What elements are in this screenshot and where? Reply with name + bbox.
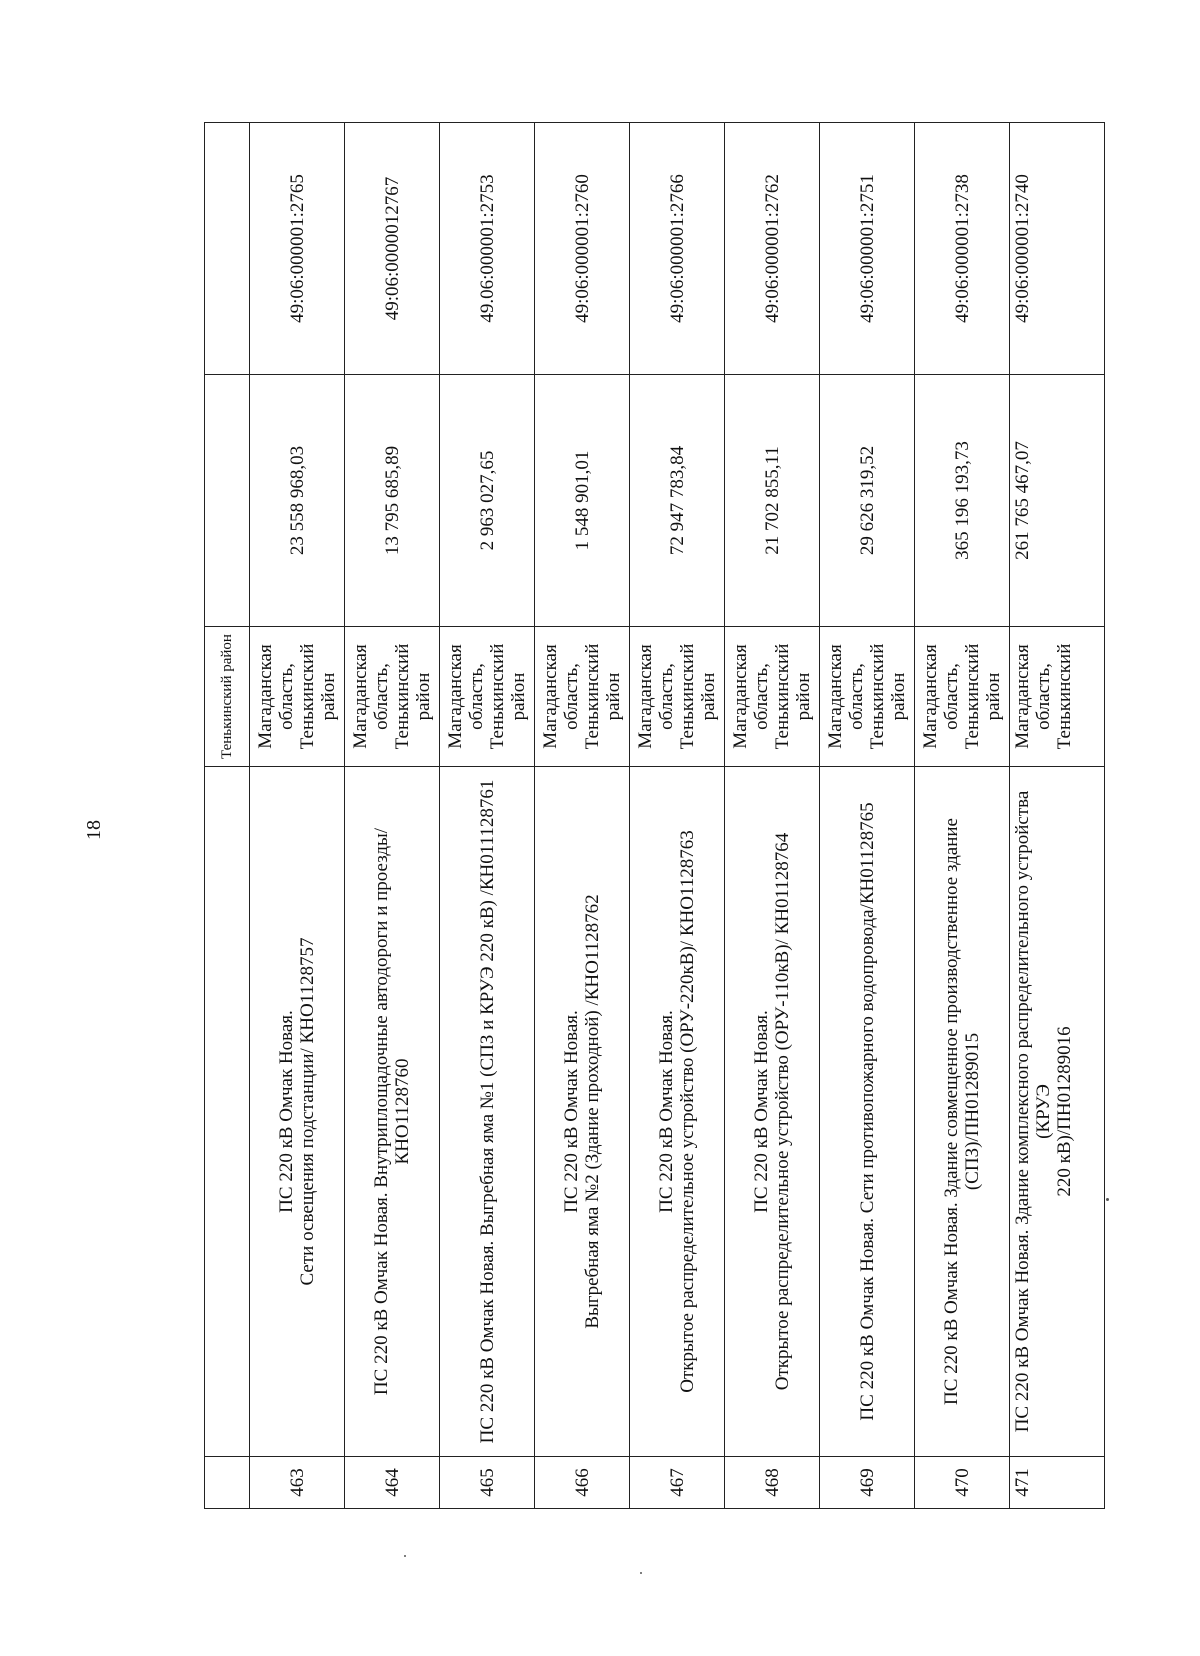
table-row [820, 123, 915, 1509]
location-line: Тенькинский [582, 643, 603, 750]
location-line: район [318, 672, 339, 721]
location-cell [250, 627, 345, 767]
location-cell [915, 627, 1010, 767]
object-name-line: ПС 220 кВ Омчак Новая. Выгребная яма №1 (СПЗ и КРУЭ 220 кВ) /КН011128761 [476, 779, 498, 1444]
location-line: область, [656, 663, 677, 730]
table-row [725, 123, 820, 1509]
cadastral-number-cell: 49:06:0000012767 [345, 123, 440, 375]
object-name-cell [535, 767, 630, 1457]
object-name-cell [345, 767, 440, 1457]
row-number: 467 [630, 1457, 725, 1509]
location-line: область, [466, 663, 487, 730]
cadastral-number-cell: 49:06:000001:2765 [250, 123, 345, 375]
table-row [250, 123, 345, 1509]
location-line: район [413, 672, 434, 721]
location-line: Тенькинский [867, 643, 888, 750]
header-cell-cadastral [205, 123, 250, 375]
location-line: Тенькинский [392, 643, 413, 750]
table-rotated-wrapper [204, 123, 1075, 1509]
cost-cell: 29 626 319,52 [820, 375, 915, 627]
location-line: район [508, 672, 529, 721]
cadastral-number-cell: 49:06:000001:2762 [725, 123, 820, 375]
object-name-line: ПС 220 кВ Омчак Новая. [751, 1010, 772, 1213]
row-number: 470 [915, 1457, 1010, 1509]
scan-speck [640, 1572, 642, 1574]
location-cell [725, 627, 820, 767]
table-row [440, 123, 535, 1509]
location-line: Магаданская [255, 644, 276, 749]
location-cell [630, 627, 725, 767]
table-row [345, 123, 440, 1509]
table-body [205, 123, 1105, 1509]
location-cell [535, 627, 630, 767]
cost-cell: 365 196 193,73 [915, 375, 1010, 627]
row-number: 464 [345, 1457, 440, 1509]
object-name-line: ПС 220 кВ Омчак Новая. Сети противопожарного водопровода/КН01128765 [856, 802, 878, 1421]
scan-speck [1106, 1198, 1109, 1201]
object-name-line: ПС 220 кВ Омчак Новая. Здание комплексного распределительного устройства (КРУЭ [1012, 790, 1054, 1433]
object-name-line: ПС 220 кВ Омчак Новая. Внутриплощадочные автодороги и проезды/ КНО1128760 [371, 827, 413, 1396]
location-line: область, [751, 663, 772, 730]
location-line: область, [1033, 663, 1054, 730]
object-name-cell [440, 767, 535, 1457]
row-number: 468 [725, 1457, 820, 1509]
header-cell-cost [205, 375, 250, 627]
object-name-line: ПС 220 кВ Омчак Новая. [276, 1010, 297, 1213]
property-register-table [204, 122, 1105, 1509]
object-name-cell [820, 767, 915, 1457]
cost-cell: 2 963 027,65 [440, 375, 535, 627]
location-line: Тенькинский [962, 643, 983, 750]
cadastral-number-cell: 49:06:000001:2766 [630, 123, 725, 375]
location-line: область, [846, 663, 867, 730]
location-line: район [888, 672, 909, 721]
row-number: 465 [440, 1457, 535, 1509]
location-line: район [698, 672, 719, 721]
location-line: Тенькинский [487, 643, 508, 750]
location-line: Тенькинский [1054, 643, 1075, 750]
object-name-line: Открытое распределительное устройство (ОРУ-220кВ)/ КНО1128763 [677, 830, 698, 1393]
location-line: Магаданская [1012, 644, 1033, 749]
location-line: Тенькинский [772, 643, 793, 750]
location-line: район [603, 672, 624, 721]
cost-cell: 261 765 467,07 [1010, 375, 1105, 627]
row-number: 471 [1010, 1457, 1105, 1509]
object-name-cell [725, 767, 820, 1457]
location-line: Тенькинский [297, 643, 318, 750]
cost-cell: 72 947 783,84 [630, 375, 725, 627]
object-name-cell [630, 767, 725, 1457]
location-line: район [983, 672, 1004, 721]
cadastral-number-cell: 49:06:000001:2751 [820, 123, 915, 375]
table-row [1010, 123, 1105, 1509]
location-line: область, [561, 663, 582, 730]
cost-cell: 13 795 685,89 [345, 375, 440, 627]
table-row [535, 123, 630, 1509]
object-name-line: Открытое распределительное устройство (ОРУ-110кВ)/ КН01128764 [772, 832, 793, 1391]
object-name-line: Сети освещения подстанции/ КНО1128757 [297, 937, 318, 1286]
cost-cell: 23 558 968,03 [250, 375, 345, 627]
location-line: Магаданская [540, 644, 561, 749]
page-number: 18 [83, 820, 105, 840]
object-name-line: ПС 220 кВ Омчак Новая. Здание совмещенное производственное здание [941, 818, 962, 1406]
cadastral-number-cell: 49:06:000001:2740 [1010, 123, 1105, 375]
location-line: Магаданская [635, 644, 656, 749]
location-line: Магаданская [825, 644, 846, 749]
table-header-strip [205, 123, 250, 1509]
scan-speck [404, 1555, 406, 1557]
object-name-line: (СПЗ)/ПН01289015 [962, 1032, 983, 1191]
table-row [915, 123, 1010, 1509]
cadastral-number-cell: 49:06:000001:2738 [915, 123, 1010, 375]
object-name-cell [915, 767, 1010, 1457]
location-line: область, [276, 663, 297, 730]
header-cell-name [205, 767, 250, 1457]
row-number: 463 [250, 1457, 345, 1509]
location-cell [820, 627, 915, 767]
cost-cell: 21 702 855,11 [725, 375, 820, 627]
location-line: район [793, 672, 814, 721]
header-cell-num [205, 1457, 250, 1509]
row-number: 469 [820, 1457, 915, 1509]
location-line: область, [941, 663, 962, 730]
location-cell [440, 627, 535, 767]
location-line: область, [371, 663, 392, 730]
header-cell-location: Тенькинский район [205, 627, 250, 767]
row-number: 466 [535, 1457, 630, 1509]
cadastral-number-cell: 49.06:000001:2753 [440, 123, 535, 375]
object-name-line: Выгребная яма №2 (Здание проходной) /КНО1128762 [582, 894, 603, 1329]
location-line: Тенькинский [677, 643, 698, 750]
object-name-cell [250, 767, 345, 1457]
location-line: Магаданская [920, 644, 941, 749]
cadastral-number-cell: 49:06:000001:2760 [535, 123, 630, 375]
location-cell [345, 627, 440, 767]
object-name-line: ПС 220 кВ Омчак Новая. [656, 1010, 677, 1213]
cost-cell: 1 548 901,01 [535, 375, 630, 627]
object-name-cell [1010, 767, 1105, 1457]
location-line: Магаданская [730, 644, 751, 749]
table-row [630, 123, 725, 1509]
object-name-line: 220 кВ)/ПН01289016 [1054, 1026, 1075, 1197]
location-line: Магаданская [445, 644, 466, 749]
location-cell [1010, 627, 1105, 767]
object-name-line: ПС 220 кВ Омчак Новая. [561, 1010, 582, 1213]
location-line: Магаданская [350, 644, 371, 749]
